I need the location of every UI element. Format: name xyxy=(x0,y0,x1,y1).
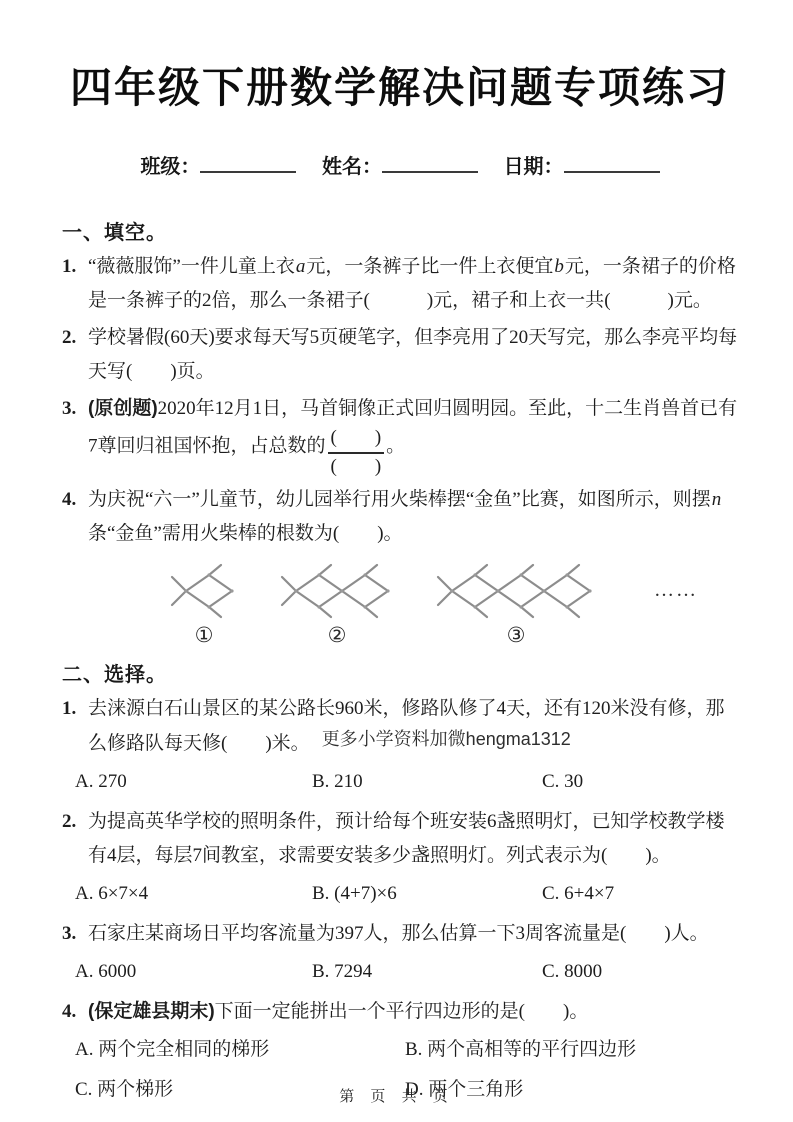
question-number: 2. xyxy=(62,810,77,832)
name-field-label: 姓名： xyxy=(322,156,382,179)
option-a: A. 两个完全相同的梯形 xyxy=(75,1038,270,1060)
question-text: 2020年12月1日，马首铜像正式回归圆明园。至此，十二生肖兽首已有7尊回归祖国怀抱，占总数的 xyxy=(88,398,738,457)
matchstick-fish-3-icon xyxy=(436,561,596,621)
question-text: 米。 xyxy=(271,732,310,754)
variable-n: n xyxy=(711,488,722,510)
question-text: 元，一条裙子的价格是一条裤子的2倍，那么一条裙子 xyxy=(88,256,736,312)
answer-blank: ( ) xyxy=(601,844,652,866)
class-blank-line xyxy=(200,155,296,173)
question-text: “薇薇服饰”一件儿童上衣 xyxy=(88,256,295,278)
question-text: 。 xyxy=(383,522,403,544)
date-field-label: 日期： xyxy=(503,156,564,179)
student-info-row xyxy=(62,150,738,179)
question-number: 1. xyxy=(62,697,77,719)
ellipsis: …… xyxy=(654,578,698,601)
question-s1-1 xyxy=(62,250,738,318)
matchstick-fish-1-icon xyxy=(170,561,238,621)
section-1-heading: 一、填空。 xyxy=(62,222,167,245)
option-b: B. 7294 xyxy=(312,960,373,982)
page-footer: 第 页 共 页 xyxy=(339,1088,454,1105)
option-b: B. 210 xyxy=(312,770,363,792)
option-d: D. 两个三角形 xyxy=(405,1078,524,1100)
question-number: 2. xyxy=(62,327,77,349)
date-blank-line xyxy=(564,155,660,173)
question-text: 元，裙子和上衣一共 xyxy=(433,290,605,312)
question-text: 学校暑假(60天)要求每天写5页硬笔字，但李亮用了20天写完，那么李亮平均每天写 xyxy=(88,327,738,383)
option-a: A. 6×7×4 xyxy=(75,882,149,904)
question-text: 元，一条裤子比一件上衣便宜 xyxy=(306,256,554,278)
worksheet-title: 四年级下册数学解决问题专项练习 xyxy=(69,64,730,111)
watermark-text: 更多小学资料加微hengma1312 xyxy=(321,728,571,749)
question-s1-3 xyxy=(62,392,738,479)
matchstick-fish-2-icon xyxy=(280,561,394,621)
answer-blank: ( ) xyxy=(518,1000,570,1022)
name-field xyxy=(322,156,478,178)
question-text: 。 xyxy=(569,1000,589,1022)
question-s1-2 xyxy=(62,321,738,389)
question-s2-3 xyxy=(62,917,738,951)
class-field-label: 班级： xyxy=(140,156,201,179)
fraction-numerator: ( ) xyxy=(328,426,385,454)
answer-blank: ( ) xyxy=(604,290,674,312)
option-c: C. 两个梯形 xyxy=(75,1078,174,1100)
question-text: 下面一定能拼出一个平行四边形的是 xyxy=(214,1000,519,1022)
question-s2-1 xyxy=(62,692,738,761)
question-text: 条“金鱼”需用火柴棒的根数为 xyxy=(88,522,333,544)
fish-figure-3 xyxy=(436,561,596,647)
answer-blank: ( ) xyxy=(221,732,272,754)
fraction-blank xyxy=(328,426,385,479)
answer-blank: ( ) xyxy=(126,361,177,383)
matchstick-fish-figure xyxy=(170,561,738,647)
question-number: 4. xyxy=(62,488,77,510)
option-c: C. 8000 xyxy=(542,960,603,982)
question-text: 页。 xyxy=(176,361,215,383)
answer-blank: ( ) xyxy=(363,290,434,312)
question-tag: (保定雄县期末) xyxy=(88,1000,215,1022)
fraction-denominator: ( ) xyxy=(330,455,382,477)
options-row xyxy=(62,955,738,989)
option-c: C. 6+4×7 xyxy=(542,882,615,904)
figure-label-3: ③ xyxy=(506,622,526,647)
question-number: 1. xyxy=(62,256,77,278)
worksheet-content xyxy=(0,64,793,1107)
answer-blank: ( ) xyxy=(620,922,671,944)
question-s2-2 xyxy=(62,805,738,873)
section-2-heading: 二、选择。 xyxy=(62,663,167,686)
question-text: 石家庄某商场日平均客流量为397人，那么估算一下3周客流量是 xyxy=(88,922,621,944)
question-text: 去涞源白石山景区的某公路长960米，修路队修了4天，还有120米没有修，那么修路队每天修 xyxy=(88,697,725,754)
variable-a: a xyxy=(295,256,306,278)
variable-b: b xyxy=(554,256,564,278)
figure-label-1: ① xyxy=(194,622,214,647)
question-number: 3. xyxy=(62,922,77,944)
class-field xyxy=(140,156,296,178)
question-text: 。 xyxy=(386,435,406,457)
question-text: 人。 xyxy=(670,922,709,944)
option-b: B. 两个高相等的平行四边形 xyxy=(405,1038,637,1060)
option-b: B. (4+7)×6 xyxy=(312,882,397,904)
figure-label-2: ② xyxy=(327,622,347,647)
option-c: C. 30 xyxy=(542,770,584,792)
options-row xyxy=(62,877,738,911)
option-a: A. 6000 xyxy=(75,960,137,982)
options-row xyxy=(62,1033,738,1067)
question-text: 元。 xyxy=(673,290,712,312)
question-s2-4 xyxy=(62,995,738,1029)
answer-blank: ( ) xyxy=(332,522,384,544)
question-number: 4. xyxy=(62,1000,77,1022)
option-a: A. 270 xyxy=(75,770,127,792)
question-text: 为庆祝“六一”儿童节，幼儿园举行用火柴棒摆“金鱼”比赛，如图所示，则摆 xyxy=(88,488,711,510)
fish-figure-1 xyxy=(170,561,238,647)
fish-figure-2 xyxy=(280,561,394,647)
question-number: 3. xyxy=(62,398,77,420)
question-text: 为提高英华学校的照明条件，预计给每个班安装6盏照明灯，已知学校教学楼有4层，每层7间教室，求需要安装多少盏照明灯。列式表示为 xyxy=(88,810,725,866)
question-text: 。 xyxy=(651,844,671,866)
question-s1-4 xyxy=(62,483,738,551)
options-row xyxy=(62,765,738,799)
question-tag: (原创题) xyxy=(88,398,158,420)
date-field xyxy=(504,156,660,178)
name-blank-line xyxy=(382,155,478,173)
